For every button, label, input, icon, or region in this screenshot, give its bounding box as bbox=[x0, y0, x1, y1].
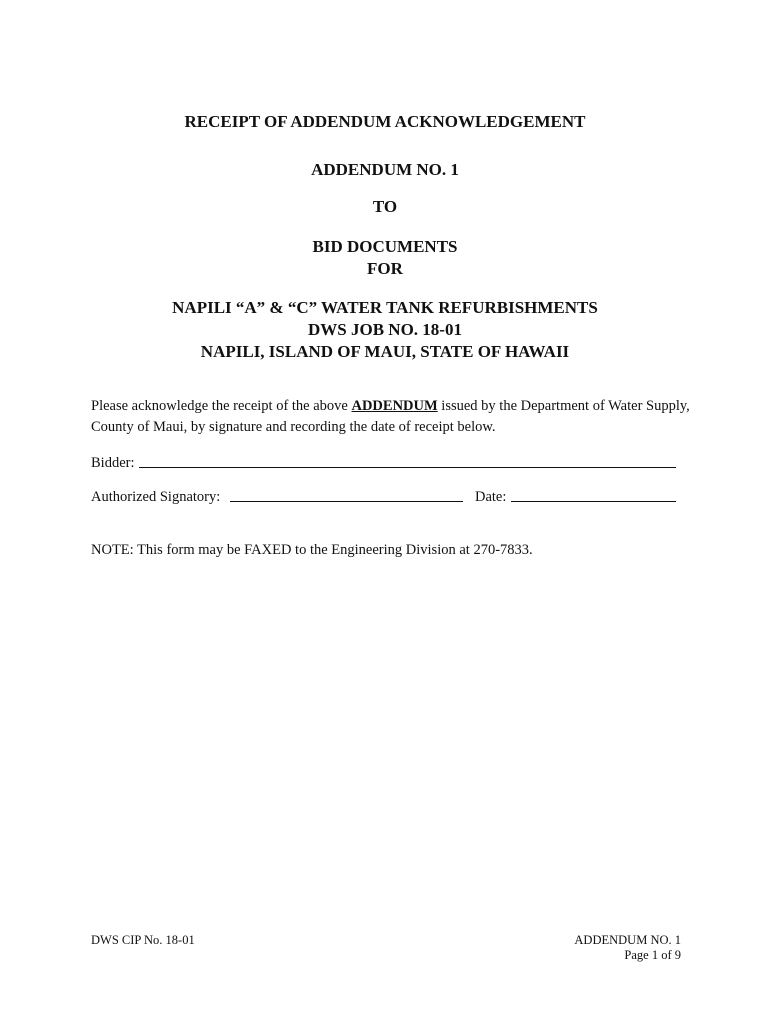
date-field[interactable] bbox=[511, 501, 676, 502]
footer-addendum-number: ADDENDUM NO. 1 bbox=[574, 933, 681, 947]
date-label: Date: bbox=[475, 489, 507, 505]
footer-page-number: Page 1 of 9 bbox=[624, 948, 681, 962]
for-label: FOR bbox=[367, 259, 403, 278]
signatory-field[interactable] bbox=[230, 501, 463, 502]
bid-documents-label: BID DOCUMENTS bbox=[312, 237, 458, 256]
ack-emphasis: ADDENDUM bbox=[351, 398, 438, 414]
ack-text-start: Please acknowledge the receipt of the above bbox=[91, 398, 352, 414]
project-name: NAPILI “A” & “C” WATER TANK REFURBISHMENTS bbox=[172, 298, 598, 317]
bidder-field[interactable] bbox=[139, 467, 676, 468]
job-number: DWS JOB NO. 18-01 bbox=[308, 320, 462, 339]
signatory-label: Authorized Signatory: bbox=[91, 489, 221, 505]
project-location: NAPILI, ISLAND OF MAUI, STATE OF HAWAII bbox=[200, 342, 570, 361]
acknowledgement-paragraph bbox=[91, 396, 691, 438]
addendum-number: ADDENDUM NO. 1 bbox=[311, 160, 459, 179]
to-label: TO bbox=[372, 197, 398, 216]
bidder-label: Bidder: bbox=[91, 455, 135, 471]
fax-note: NOTE: This form may be FAXED to the Engineering Division at 270-7833. bbox=[91, 542, 533, 558]
footer-cip-number: DWS CIP No. 18-01 bbox=[91, 933, 195, 947]
document-title: RECEIPT OF ADDENDUM ACKNOWLEDGEMENT bbox=[184, 112, 586, 131]
ack-text-end: issued by the Department of Water Supply, County of Maui, by signature and recording the date of receipt below. bbox=[91, 398, 690, 435]
